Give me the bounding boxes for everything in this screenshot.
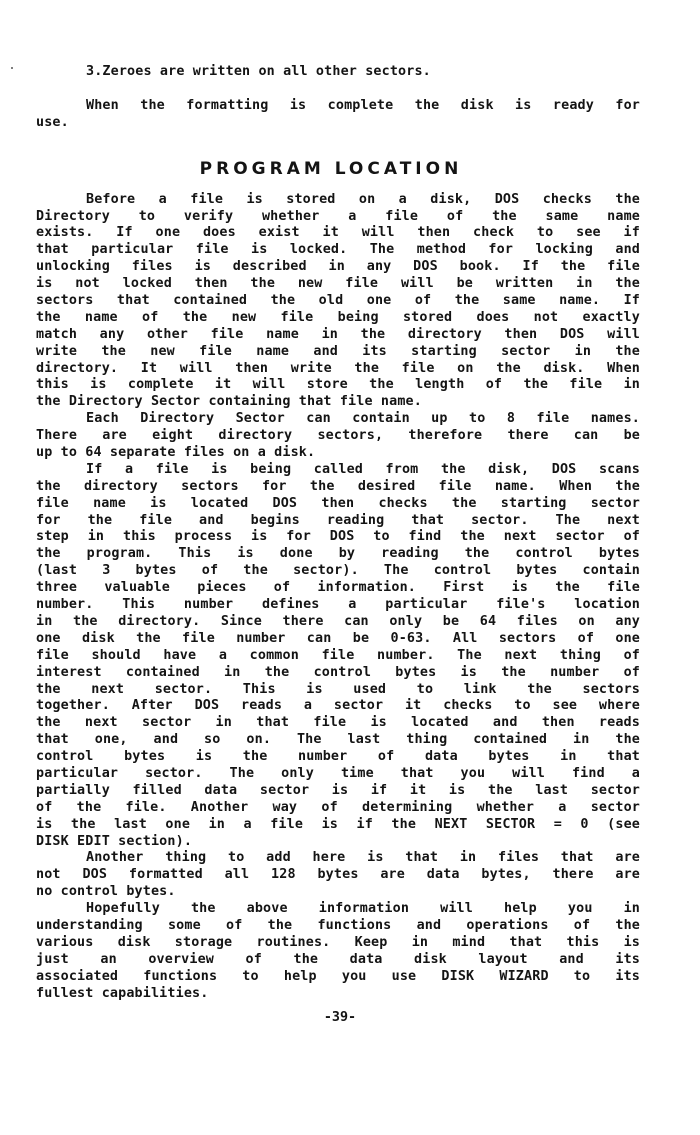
- text-line: the directory sectors for the desired file name. When the: [36, 478, 640, 494]
- text-line: the Directory Sector containing that file name.: [36, 394, 422, 410]
- formatting-complete-line-1: When the formatting is complete the disk is ready for: [86, 97, 640, 113]
- paragraph: [36, 901, 640, 1002]
- text-line: no control bytes.: [36, 884, 176, 900]
- text-line: Each Directory Sector can contain up to 8 file names.: [86, 411, 640, 427]
- text-line: just an overview of the data disk layout and its: [36, 951, 640, 967]
- text-line: fullest capabilities.: [36, 985, 209, 1001]
- text-line: that one, and so on. The last thing contained in the: [36, 732, 640, 748]
- text-line: control bytes is the number of data bytes in that: [36, 749, 640, 765]
- text-line: of the file. Another way of determining whether a sector: [36, 799, 640, 815]
- text-line: this is complete it will store the length of the file in: [36, 377, 640, 393]
- text-line: (last 3 bytes of the sector). The control bytes contain: [36, 563, 640, 579]
- text-line: sectors that contained the old one of the same name. If: [36, 293, 640, 309]
- section-heading: PROGRAM LOCATION: [199, 158, 463, 179]
- text-line: exists. If one does exist it will then check to see if: [36, 225, 640, 241]
- text-line: Before a file is stored on a disk, DOS checks the: [86, 191, 640, 207]
- text-line: write the new file name and its starting sector in the: [36, 343, 640, 359]
- body-text: [36, 192, 640, 1003]
- formatting-step-3: 3.Zeroes are written on all other sectors.: [86, 64, 431, 79]
- text-line: number. This number defines a particular file's location: [36, 597, 640, 613]
- paragraph: [36, 411, 640, 462]
- text-line: partially filled data sector is if it is the last sector: [36, 782, 640, 798]
- paragraph: [36, 462, 640, 850]
- text-line: DISK EDIT section).: [36, 833, 193, 849]
- paragraph: [36, 192, 640, 412]
- text-line: various disk storage routines. Keep in mind that this is: [36, 934, 640, 950]
- text-line: in the directory. Since there can only be 64 files on any: [36, 613, 640, 629]
- text-line: up to 64 separate files on a disk.: [36, 445, 316, 461]
- text-line: one disk the file number can be 0-63. All sectors of one: [36, 630, 640, 646]
- text-line: that particular file is locked. The method for locking and: [36, 242, 640, 258]
- text-line: particular sector. The only time that you will find a: [36, 765, 640, 781]
- text-line: not DOS formatted all 128 bytes are data bytes, there are: [36, 867, 640, 883]
- text-line: is the last one in a file is if the NEXT SECTOR = 0 (see: [36, 816, 640, 832]
- text-line: associated functions to help you use DISK WIZARD to its: [36, 968, 640, 984]
- document-page: [36, 64, 640, 1002]
- text-line: file should have a common file number. The next thing of: [36, 647, 640, 663]
- text-line: directory. It will then write the file on the disk. When: [36, 360, 640, 376]
- text-line: the name of the new file being stored does not exactly: [36, 309, 640, 325]
- text-line: unlocking files is described in any DOS book. If the file: [36, 259, 640, 275]
- text-line: There are eight directory sectors, therefore there can be: [36, 428, 640, 444]
- text-line: step in this process is for DOS to find the next sector of: [36, 529, 640, 545]
- text-line: three valuable pieces of information. First is the file: [36, 580, 640, 596]
- text-line: for the file and begins reading that sector. The next: [36, 512, 640, 528]
- scan-speck: [11, 67, 13, 69]
- text-line: If a file is being called from the disk, DOS scans: [86, 461, 640, 477]
- text-line: together. After DOS reads a sector it checks to see where: [36, 698, 640, 714]
- text-line: the next sector in that file is located and then reads: [36, 715, 640, 731]
- text-line: file name is located DOS then checks the starting sector: [36, 495, 640, 511]
- text-line: match any other file name in the directory then DOS will: [36, 326, 640, 342]
- text-line: Hopefully the above information will help you in: [86, 901, 640, 917]
- text-line: the program. This is done by reading the control bytes: [36, 546, 640, 562]
- text-line: Directory to verify whether a file of the same name: [36, 208, 640, 224]
- text-line: Another thing to add here is that in files that are: [86, 850, 640, 866]
- text-line: understanding some of the functions and operations of the: [36, 917, 640, 933]
- text-line: is not locked then the new file will be written in the: [36, 276, 640, 292]
- text-line: interest contained in the control bytes is the number of: [36, 664, 640, 680]
- paragraph: [36, 850, 640, 901]
- page-number: -39-: [323, 1010, 357, 1025]
- text-line: the next sector. This is used to link the sectors: [36, 681, 640, 697]
- formatting-complete-line-2: use.: [36, 114, 69, 130]
